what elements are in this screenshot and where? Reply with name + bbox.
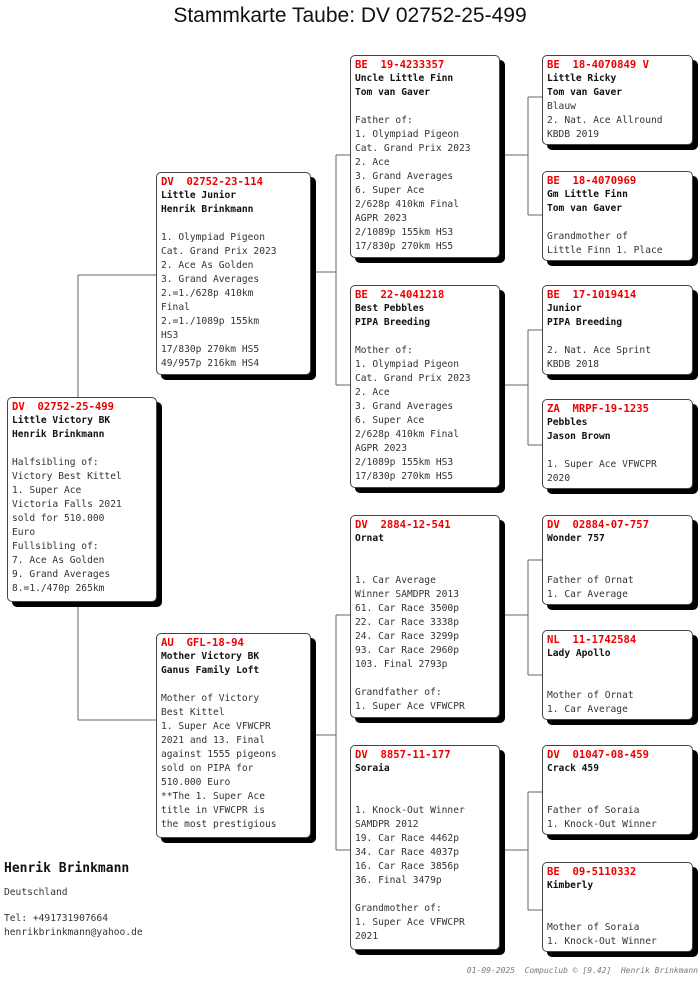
spacer — [355, 790, 495, 804]
spacer — [355, 776, 495, 790]
ring-number: BE 18-4070969 — [547, 175, 637, 187]
achievement-line: Mother of Victory — [161, 693, 260, 704]
spacer — [355, 888, 495, 902]
spacer — [355, 672, 495, 686]
pigeon-name: Uncle Little Finn — [355, 73, 454, 84]
pigeon-name: Junior — [547, 303, 582, 314]
achievement-line: 22. Car Race 3338p — [355, 617, 459, 628]
owner-country: Deutschland — [4, 887, 68, 898]
pigeon-card-ggp-7[interactable] — [542, 745, 693, 835]
achievement-line: Father of: — [355, 115, 413, 126]
achievement-line: 2/1089p 155km HS3 — [355, 457, 454, 468]
ring-number: BE 09-5110332 — [547, 866, 637, 878]
pigeon-name: Lady Apollo — [547, 648, 611, 659]
achievement-line: sold on PIPA for — [161, 763, 254, 774]
achievement-line: 1. Car Average — [547, 704, 628, 715]
footer — [467, 966, 698, 975]
achievement-line: Cat. Grand Prix 2023 — [355, 373, 471, 384]
pigeon-name: Little Victory BK — [12, 415, 111, 426]
pigeon-card-ggp-1[interactable] — [542, 55, 693, 145]
pigeon-name: Crack 459 — [547, 763, 599, 774]
achievement-line: Halfsibling of: — [12, 457, 99, 468]
achievement-line: 1. Car Average — [547, 589, 628, 600]
achievement-line: **The 1. Super Ace — [161, 791, 265, 802]
pigeon-card-ggp-2[interactable] — [542, 171, 693, 261]
achievement-line: 16. Car Race 3856p — [355, 861, 459, 872]
pigeon-name: Little Ricky — [547, 73, 617, 84]
owner-email: henrikbrinkmann@yahoo.de — [4, 927, 143, 938]
achievement-line: 2020 — [547, 473, 571, 484]
spacer — [547, 330, 688, 344]
achievement-line: 1. Knock-Out Winner — [547, 936, 657, 947]
ring-number: BE 19-4233357 — [355, 59, 445, 71]
achievement-line: 2/628p 410km Final — [355, 429, 459, 440]
achievement-line: 3. Grand Averages — [161, 274, 260, 285]
achievement-line: Euro — [12, 527, 36, 538]
achievement-line: HS3 — [161, 330, 179, 341]
ring-number: BE 22-4041218 — [355, 289, 445, 301]
breeder-name: Tom van Gaver — [547, 87, 623, 98]
achievement-line: sold for 510.000 — [12, 513, 105, 524]
achievement-line: 1. Olympiad Pigeon — [355, 129, 459, 140]
owner-phone: Tel: +491731907664 — [4, 913, 108, 924]
achievement-line: 7. Ace As Golden — [12, 555, 105, 566]
spacer — [355, 100, 495, 114]
spacer — [355, 330, 495, 344]
breeder-name: Jason Brown — [547, 431, 611, 442]
achievement-line: 2021 and 13. Final — [161, 735, 265, 746]
achievement-line: KBDB 2019 — [547, 129, 599, 140]
spacer — [547, 776, 688, 790]
achievement-line: 2. Ace — [355, 157, 390, 168]
pigeon-card-ggp-5[interactable] — [542, 515, 693, 605]
pigeon-card-maternal-grandmother[interactable] — [350, 745, 500, 950]
achievement-line: 19. Car Race 4462p — [355, 833, 459, 844]
pigeon-card-mother[interactable] — [156, 633, 311, 838]
achievement-line: 61. Car Race 3500p — [355, 603, 459, 614]
spacer — [12, 442, 152, 456]
spacer — [161, 217, 306, 231]
spacer — [547, 790, 688, 804]
achievement-line: Father of Ornat — [547, 575, 634, 586]
pigeon-card-maternal-grandfather[interactable] — [350, 515, 500, 718]
achievement-line: 103. Final 2793p — [355, 659, 448, 670]
achievement-line: Mother of Soraia — [547, 922, 640, 933]
achievement-line: Victoria Falls 2021 — [12, 499, 122, 510]
achievement-line: AGPR 2023 — [355, 443, 407, 454]
owner-name: Henrik Brinkmann — [4, 861, 130, 876]
spacer — [547, 907, 688, 921]
pigeon-card-subject[interactable] — [7, 397, 157, 602]
achievement-line: 93. Car Race 2960p — [355, 645, 459, 656]
spacer — [547, 560, 688, 574]
breeder-name: Henrik Brinkmann — [12, 429, 105, 440]
ring-number: BE 18-4070849 V — [547, 59, 650, 71]
achievement-line: 2. Ace As Golden — [161, 260, 254, 271]
achievement-line: Grandfather of: — [355, 687, 442, 698]
footer-date: 01-09-2025 — [466, 966, 515, 975]
spacer — [547, 546, 688, 560]
achievement-line: 2021 — [355, 931, 379, 942]
achievement-line: 17/830p 270km HS5 — [355, 241, 454, 252]
achievement-line: 17/830p 270km HS5 — [161, 344, 260, 355]
achievement-line: 2.=1./628p 410km — [161, 288, 254, 299]
achievement-line: Grandmother of: — [355, 903, 442, 914]
achievement-line: 2.=1./1089p 155km — [161, 316, 260, 327]
page-title: Stammkarte Taube: DV 02752-25-499 — [173, 4, 527, 27]
breeder-name: Tom van Gaver — [547, 203, 623, 214]
achievement-line: the most prestigious — [161, 819, 277, 830]
breeder-name: PIPA Breeding — [355, 317, 431, 328]
achievement-line: Fullsibling of: — [12, 541, 99, 552]
achievement-line: 6. Super Ace — [355, 415, 425, 426]
achievement-line: 1. Super Ace VFWCPR — [355, 701, 465, 712]
achievement-line: Best Kittel — [161, 707, 225, 718]
spacer — [547, 444, 688, 458]
achievement-line: 24. Car Race 3299p — [355, 631, 459, 642]
achievement-line: Winner SAMDPR 2013 — [355, 589, 459, 600]
achievement-line: 3. Grand Averages — [355, 171, 454, 182]
achievement-line: Grandmother of — [547, 231, 628, 242]
pigeon-name: Mother Victory BK — [161, 651, 260, 662]
achievement-line: 6. Super Ace — [355, 185, 425, 196]
ring-number: DV 2884-12-541 — [355, 519, 451, 531]
achievement-line: 17/830p 270km HS5 — [355, 471, 454, 482]
breeder-name: PIPA Breeding — [547, 317, 623, 328]
spacer — [547, 893, 688, 907]
ring-number: ZA MRPF-19-1235 — [547, 403, 650, 415]
achievement-line: Mother of: — [355, 345, 413, 356]
achievement-line: 2. Nat. Ace Sprint — [547, 345, 651, 356]
achievement-line: Cat. Grand Prix 2023 — [161, 246, 277, 257]
breeder-name: Ganus Family Loft — [161, 665, 260, 676]
pigeon-name: Little Junior — [161, 190, 237, 201]
achievement-line: 510.000 Euro — [161, 777, 231, 788]
spacer — [355, 560, 495, 574]
achievement-line: 1. Olympiad Pigeon — [355, 359, 459, 370]
achievement-line: against 1555 pigeons — [161, 749, 277, 760]
achievement-line: 3. Grand Averages — [355, 401, 454, 412]
achievement-line: Cat. Grand Prix 2023 — [355, 143, 471, 154]
achievement-line: 1. Super Ace — [12, 485, 82, 496]
pigeon-name: Wonder 757 — [547, 533, 605, 544]
ring-number: AU GFL-18-94 — [161, 637, 244, 649]
footer-credit: Compuclub © [9.42] Henrik Brinkmann — [524, 966, 698, 975]
achievement-line: 8.=1./470p 265km — [12, 583, 105, 594]
achievement-line: 2. Nat. Ace Allround — [547, 115, 663, 126]
pigeon-card-paternal-grandfather[interactable] — [350, 55, 500, 258]
ring-number: DV 01047-08-459 — [547, 749, 650, 761]
achievement-line: title in VFWCPR is — [161, 805, 265, 816]
achievement-line: 49/957p 216km HS4 — [161, 358, 260, 369]
pigeon-card-ggp-3[interactable] — [542, 285, 693, 375]
achievement-line: 1. Super Ace VFWCPR — [161, 721, 271, 732]
spacer — [355, 546, 495, 560]
pigeon-card-ggp-4[interactable] — [542, 399, 693, 489]
achievement-line: 2. Ace — [355, 387, 390, 398]
achievement-line: 1. Olympiad Pigeon — [161, 232, 265, 243]
breeder-name: Henrik Brinkmann — [161, 204, 254, 215]
ring-number: DV 8857-11-177 — [355, 749, 451, 761]
achievement-line: 1. Super Ace VFWCPR — [355, 917, 465, 928]
spacer — [547, 675, 688, 689]
achievement-line: 2/1089p 155km HS3 — [355, 227, 454, 238]
ring-number: NL 11-1742584 — [547, 634, 637, 646]
pigeon-name: Gm Little Finn — [547, 189, 628, 200]
ring-number: DV 02752-23-114 — [161, 176, 264, 188]
achievement-line: 1. Knock-Out Winner — [355, 805, 465, 816]
pigeon-name: Pebbles — [547, 417, 588, 428]
pigeon-name: Best Pebbles — [355, 303, 425, 314]
pigeon-name: Kimberly — [547, 880, 594, 891]
pigeon-card-paternal-grandmother[interactable] — [350, 285, 500, 488]
pigeon-card-ggp-8[interactable] — [542, 862, 693, 952]
spacer — [161, 678, 306, 692]
achievement-line: 1. Car Average — [355, 575, 436, 586]
achievement-line: AGPR 2023 — [355, 213, 407, 224]
achievement-line: 36. Final 3479p — [355, 875, 442, 886]
achievement-line: Victory Best Kittel — [12, 471, 122, 482]
pigeon-name: Ornat — [355, 533, 384, 544]
achievement-line: KBDB 2018 — [547, 359, 599, 370]
achievement-line: SAMDPR 2012 — [355, 819, 419, 830]
pigeon-card-father[interactable] — [156, 172, 311, 375]
ring-number: BE 17-1019414 — [547, 289, 637, 301]
achievement-line: Little Finn 1. Place — [547, 245, 663, 256]
achievement-line: 2/628p 410km Final — [355, 199, 459, 210]
ring-number: DV 02884-07-757 — [547, 519, 650, 531]
achievement-line: Mother of Ornat — [547, 690, 634, 701]
spacer — [547, 216, 688, 230]
breeder-name: Tom van Gaver — [355, 87, 431, 98]
achievement-line: Final — [161, 302, 190, 313]
pigeon-name: Soraia — [355, 763, 390, 774]
achievement-line: 9. Grand Averages — [12, 569, 111, 580]
achievement-line: 1. Super Ace VFWCPR — [547, 459, 657, 470]
achievement-line: 34. Car Race 4037p — [355, 847, 459, 858]
achievement-line: Blauw — [547, 101, 576, 112]
achievement-line: Father of Soraia — [547, 805, 640, 816]
achievement-line: 1. Knock-Out Winner — [547, 819, 657, 830]
ring-number: DV 02752-25-499 — [12, 401, 115, 413]
spacer — [547, 661, 688, 675]
pigeon-card-ggp-6[interactable] — [542, 630, 693, 720]
owner-info — [4, 862, 143, 940]
